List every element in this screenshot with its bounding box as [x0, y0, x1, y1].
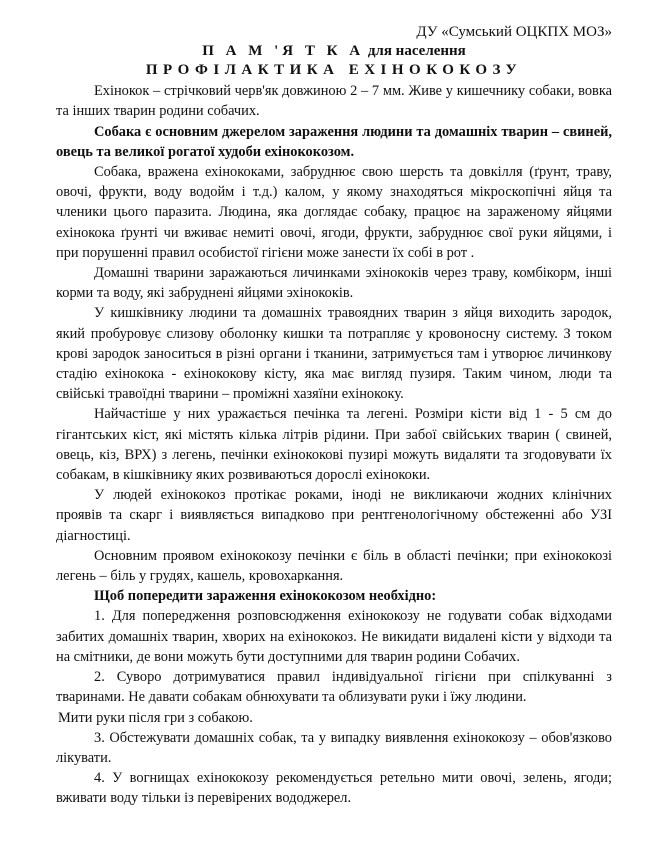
paragraph-symptoms: Основним проявом ехінококозу печінки є біль в області печінки; при ехінококозі легень – біль у грудях, кашель, кровохаркання. — [56, 547, 612, 585]
paragraph-transmission: Собака, вражена ехінококами, забруднює свою шерсть та довкілля (ґрунт, траву, овочі, фрукти, воду водойм і т.д.) калом, у якому знаходяться мікроскопічні яйця та членики цього паразита. Людина, яка доглядає собаку, працює на зараженому яйцями ехінокока ґрунті чи вживає немиті овочі, ягоди, фрукти, забруднює свої руки яйцями, і при порушенні правил особистої гігієни може занести їх собі в рот . — [56, 164, 612, 261]
leaflet-page — [56, 22, 612, 809]
prevention-item-1: 1. Для попередження розповсюдження ехінококозу не годувати собак відходами забитих домашніх тварин, хворих на ехінококоз. Не викидати видалені кісти у відходи та на смітники, де вони можуть бути доступними для тварин родини Собачих. — [56, 608, 612, 665]
paragraph-animal-infection: Домашні тварини заражаються личинками эхінококів через траву, комбікорм, інші корми та воду, які забруднені яйцями эхінококів. — [56, 265, 612, 302]
title-memo: П А М 'Я Т К А — [202, 43, 365, 60]
prevention-item-2: 2. Суворо дотримуватися правил індивідуальної гігієни при спілкуванні з тваринами. Не давати собакам обнюхувати та облизувати руки і їжу людини. — [56, 669, 612, 706]
prevention-item-4: 4. У вогнищах ехінококозу рекомендується ретельно мити овочі, зелень, ягоди; вживати воду тільки із перевірених вододжерел. — [56, 770, 612, 807]
title-audience: для населення — [367, 43, 466, 60]
paragraph-life-cycle: У кишківнику людини та домашніх травоядних тварин з яйця виходить зародок, який пробуровує слизову оболонку кишки та потрапляє у кровоносну систему. З током крові зародок заноситься в різні органи і тканини, затримується там і утворює личинкову стадію ехінокока - ехінококову кісту, яка має вигляд пузиря. Таким чином, люди та свійські травоїдні тварини – проміжні хазяїни ехінококу. — [56, 305, 612, 403]
paragraph-definition: Ехінокок – стрічковий черв'як довжиною 2 – 7 мм. Живе у кишечнику собаки, вовка та інших тварин родини собачих. — [56, 83, 612, 120]
prevention-item-3: 3. Обстежувати домашніх собак, та у випадку виявлення ехінококозу – обов'язково лікувати. — [56, 729, 612, 766]
document-title — [56, 42, 612, 61]
paragraph-main-source: Собака є основним джерелом зараження людини та домашніх тварин – свиней, овець та великої рогатої худоби ехінококозом. — [56, 123, 612, 160]
document-subtitle: ПРОФІЛАКТИКА ЕХІНОКОКОЗУ — [145, 62, 523, 79]
organization-name: ДУ «Сумський ОЦКПХ МОЗ» — [416, 24, 612, 40]
paragraph-organs: Найчастіше у них уражається печінка та легені. Розміри кісти від 1 - 5 см до гігантських кіст, які містять кілька літрів рідини. При забої свійських тварин ( свиней, овець, кіз, ВРХ) з легень, печінки ехінококові пузирі можуть видаляти та згодовувати їх собакам, в кішківнику яких розвиваються дорослі ехінококи. — [56, 406, 612, 484]
prevention-heading: Щоб попередити зараження ехінококозом необхідно: — [94, 588, 437, 605]
prevention-item-2-continuation: Мити руки після гри з собакою. — [58, 709, 253, 726]
paragraph-course: У людей ехінококоз протікає роками, іноді не викликаючи жодних клінічних проявів та скарг і виявляється випадково при рентгенологічному обстеженні або УЗІ діагностиці. — [56, 487, 612, 544]
